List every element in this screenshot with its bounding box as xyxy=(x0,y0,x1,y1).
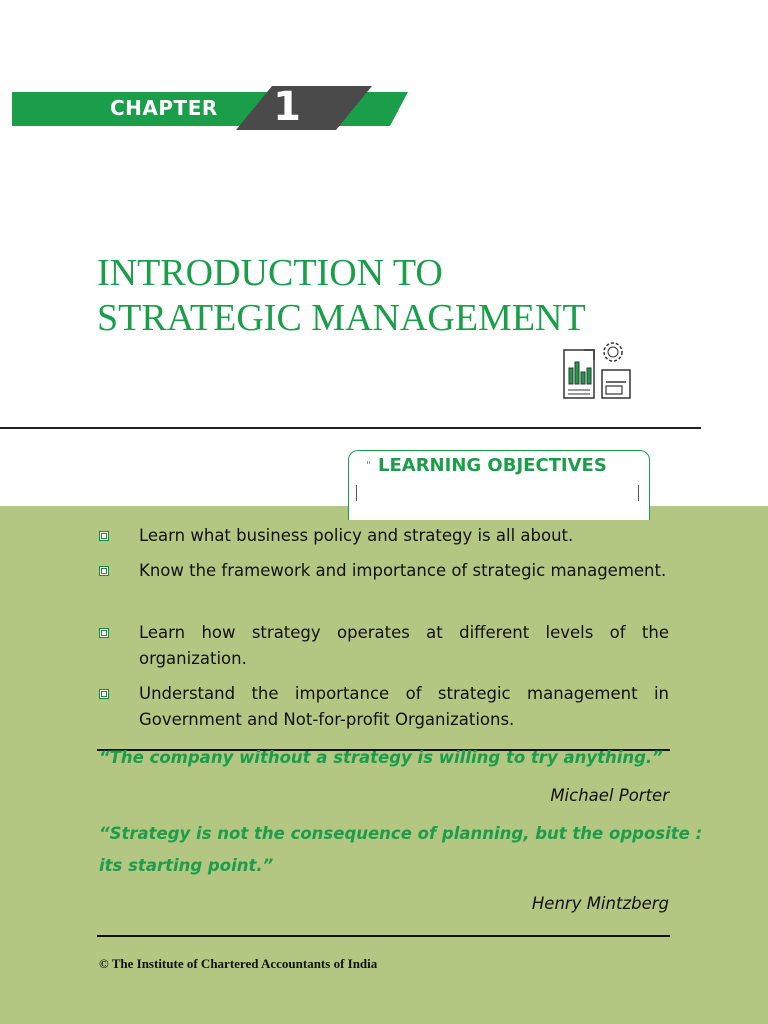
footer-divider xyxy=(97,935,670,937)
page-title xyxy=(97,251,586,341)
learning-objectives-heading: LEARNING OBJECTIVES xyxy=(378,455,607,476)
checkbox-bullet-icon xyxy=(99,628,109,638)
list-item: Understand the importance of strategic management in Government and Not-for-profit Organizations. xyxy=(99,681,669,733)
quote-author-porter: Michael Porter xyxy=(550,786,669,805)
list-item: Know the framework and importance of strategic management. xyxy=(99,558,669,584)
quote-mark-icon: " xyxy=(366,459,372,472)
strategy-document-icon xyxy=(560,338,634,402)
quote-author-mintzberg: Henry Mintzberg xyxy=(531,894,669,913)
list-item: Learn what business policy and strategy is all about. xyxy=(99,523,669,549)
top-divider xyxy=(0,427,701,429)
title-line-2: STRATEGIC MANAGEMENT xyxy=(97,297,586,339)
chapter-number: 1 xyxy=(273,84,301,130)
copyright-footer: © The Institute of Chartered Accountants of India xyxy=(99,956,378,971)
checkbox-bullet-icon xyxy=(99,689,109,699)
quote-mintzberg-line-2: its starting point.” xyxy=(99,856,274,875)
quote-porter: “The company without a strategy is willing to try anything.” xyxy=(99,748,663,767)
tab-tick-left xyxy=(356,485,357,501)
chapter-label: CHAPTER xyxy=(110,96,218,120)
quote-mintzberg-line-1: “Strategy is not the consequence of planning, but the opposite : xyxy=(99,824,703,843)
list-item: Learn how strategy operates at different levels of the organization. xyxy=(99,620,669,672)
checkbox-bullet-icon xyxy=(99,566,109,576)
title-line-1: INTRODUCTION TO xyxy=(97,252,443,294)
checkbox-bullet-icon xyxy=(99,531,109,541)
tab-tick-right xyxy=(638,485,639,501)
